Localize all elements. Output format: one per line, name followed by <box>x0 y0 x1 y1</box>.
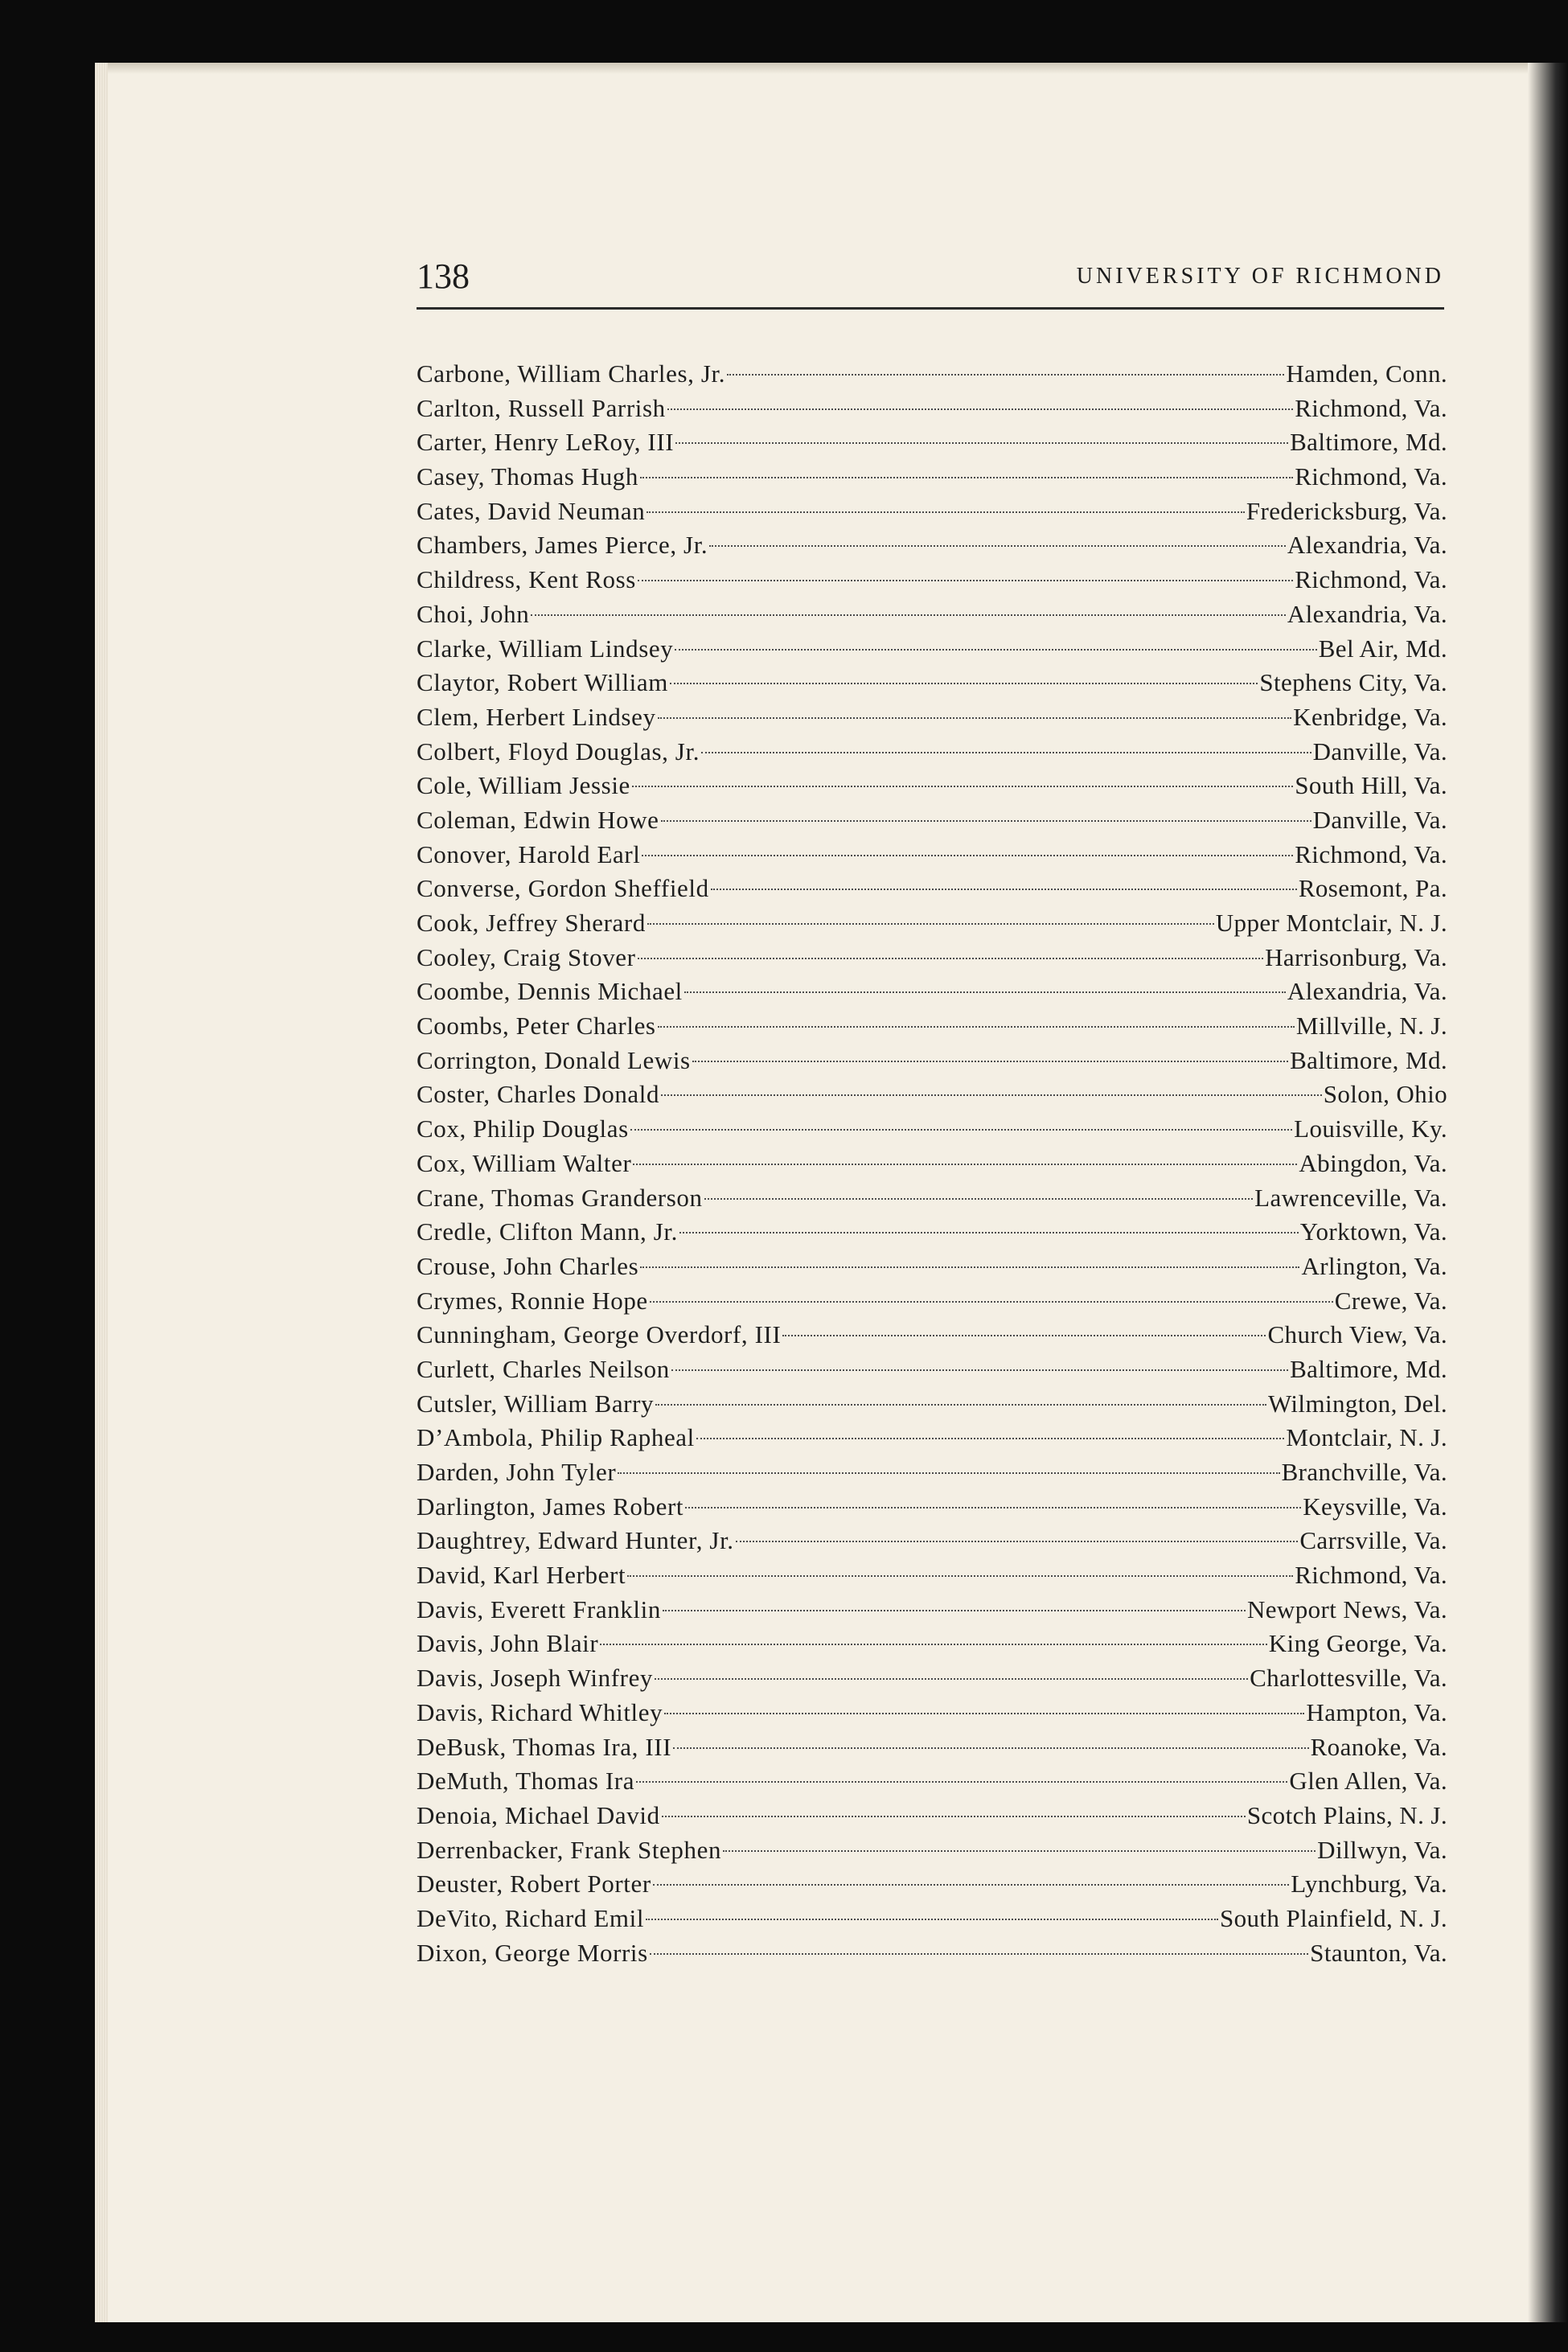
entry-place: Scotch Plains, N. J. <box>1246 1800 1447 1829</box>
list-item <box>417 1524 1447 1558</box>
entry-name: Curlett, Charles Neilson <box>417 1354 670 1383</box>
list-item <box>417 1833 1447 1868</box>
entry-name: Casey, Thomas Hugh <box>417 462 638 491</box>
list-item <box>417 1936 1447 1971</box>
entry-name: Coombe, Dennis Michael <box>417 977 683 1006</box>
dot-leader <box>627 1575 1293 1577</box>
list-item <box>417 1661 1447 1696</box>
dot-leader <box>646 511 1245 513</box>
entry-place: Alexandria, Va. <box>1287 599 1447 628</box>
entry-place: Danville, Va. <box>1312 737 1447 766</box>
entry-place: Crewe, Va. <box>1334 1286 1447 1315</box>
dot-leader <box>650 1953 1308 1955</box>
entry-place: Richmond, Va. <box>1295 839 1447 868</box>
list-item <box>417 357 1447 392</box>
list-item <box>417 392 1447 426</box>
entry-name: Daughtrey, Edward Hunter, Jr. <box>417 1526 734 1555</box>
list-item <box>417 1077 1447 1112</box>
entry-place: South Hill, Va. <box>1295 771 1447 800</box>
list-item <box>417 1318 1447 1353</box>
entry-name: Deuster, Robert Porter <box>417 1870 651 1898</box>
entry-name: Derrenbacker, Frank Stephen <box>417 1835 722 1864</box>
entry-place: Millville, N. J. <box>1295 1012 1447 1041</box>
list-item <box>417 1112 1447 1147</box>
entry-place: Upper Montclair, N. J. <box>1215 909 1447 937</box>
entry-name: Dixon, George Morris <box>417 1938 648 1967</box>
dot-leader <box>638 580 1293 581</box>
list-item <box>417 1696 1447 1730</box>
list-item <box>417 769 1447 803</box>
entry-name: Davis, John Blair <box>417 1629 599 1658</box>
list-item <box>417 1490 1447 1525</box>
entry-name: Darden, John Tyler <box>417 1458 617 1486</box>
entry-place: Richmond, Va. <box>1295 565 1447 594</box>
list-item <box>417 1867 1447 1902</box>
entry-name: Cooley, Craig Stover <box>417 942 636 971</box>
entry-name: DeVito, Richard Emil <box>417 1903 645 1932</box>
list-item <box>417 1593 1447 1628</box>
list-item <box>417 495 1447 529</box>
entry-place: Richmond, Va. <box>1295 462 1447 491</box>
entry-place: Lynchburg, Va. <box>1291 1870 1447 1898</box>
entry-name: Denoia, Michael David <box>417 1800 660 1829</box>
dot-leader <box>667 408 1293 410</box>
dot-leader <box>658 1026 1295 1028</box>
list-item <box>417 735 1447 770</box>
entry-place: Louisville, Ky. <box>1294 1114 1447 1143</box>
entry-place: Harrisonburg, Va. <box>1265 942 1447 971</box>
entry-place: Abingdon, Va. <box>1299 1148 1447 1177</box>
entry-place: King George, Va. <box>1268 1629 1447 1658</box>
list-item <box>417 1353 1447 1387</box>
header-rule <box>417 307 1444 310</box>
dot-leader <box>723 1850 1316 1852</box>
list-item <box>417 1147 1447 1181</box>
list-item <box>417 563 1447 597</box>
dot-leader <box>711 889 1297 890</box>
entry-place: Alexandria, Va. <box>1287 531 1447 560</box>
entry-name: Crane, Thomas Granderson <box>417 1183 703 1212</box>
entry-name: Conover, Harold Earl <box>417 839 641 868</box>
running-head: UNIVERSITY OF RICHMOND <box>1076 264 1444 289</box>
page-number: 138 <box>417 257 470 296</box>
entry-place: Keysville, Va. <box>1303 1492 1447 1521</box>
entry-name: Crymes, Ronnie Hope <box>417 1286 648 1315</box>
entry-name: DeMuth, Thomas Ira <box>417 1767 635 1796</box>
dot-leader <box>679 1232 1299 1233</box>
entry-name: Claytor, Robert William <box>417 668 668 697</box>
entry-name: Choi, John <box>417 599 530 628</box>
dot-leader <box>709 545 1286 547</box>
list-item <box>417 1730 1447 1765</box>
entry-place: Charlottesville, Va. <box>1250 1664 1447 1693</box>
dot-leader <box>638 958 1263 959</box>
page-top-edge <box>95 63 1568 74</box>
list-item <box>417 1009 1447 1044</box>
entry-place: Lawrenceville, Va. <box>1254 1183 1447 1212</box>
dot-leader <box>618 1472 1279 1474</box>
entry-place: Carrsville, Va. <box>1299 1526 1447 1555</box>
entry-name: David, Karl Herbert <box>417 1561 626 1590</box>
list-item <box>417 975 1447 1009</box>
entry-place: Baltimore, Md. <box>1290 1354 1447 1383</box>
list-item <box>417 803 1447 838</box>
dot-leader <box>630 1129 1292 1131</box>
list-item <box>417 1627 1447 1661</box>
list-item <box>417 1764 1447 1799</box>
dot-leader <box>658 717 1292 719</box>
list-item <box>417 872 1447 906</box>
dot-leader <box>653 1884 1290 1886</box>
dot-leader <box>600 1644 1266 1645</box>
list-item <box>417 1250 1447 1284</box>
entry-place: Danville, Va. <box>1312 805 1447 834</box>
list-item <box>417 1284 1447 1319</box>
book-gutter <box>1528 63 1568 2322</box>
dot-leader <box>531 614 1286 616</box>
entry-place: Dillwyn, Va. <box>1317 1835 1447 1864</box>
list-item <box>417 528 1447 563</box>
dot-leader <box>671 1369 1288 1371</box>
entry-name: Davis, Everett Franklin <box>417 1595 661 1623</box>
list-item <box>417 460 1447 495</box>
list-item <box>417 700 1447 735</box>
entry-place: Fredericksburg, Va. <box>1246 496 1447 525</box>
list-item <box>417 941 1447 975</box>
entry-place: Newport News, Va. <box>1246 1595 1447 1623</box>
list-item <box>417 666 1447 700</box>
dot-leader <box>636 1781 1287 1783</box>
dot-leader <box>661 1094 1322 1096</box>
entry-place: Branchville, Va. <box>1281 1458 1447 1486</box>
entry-name: Clem, Herbert Lindsey <box>417 702 656 731</box>
dot-leader <box>675 649 1316 651</box>
dot-leader <box>782 1335 1266 1336</box>
entry-name: Carbone, William Charles, Jr. <box>417 359 726 388</box>
dot-leader <box>670 683 1258 684</box>
entry-name: Carlton, Russell Parrish <box>417 393 666 422</box>
dot-leader <box>663 1610 1246 1611</box>
entry-name: Cox, William Walter <box>417 1148 632 1177</box>
entry-name: Colbert, Floyd Douglas, Jr. <box>417 737 700 766</box>
list-item <box>417 597 1447 632</box>
page-stack-edge <box>95 63 108 2322</box>
entry-place: Richmond, Va. <box>1295 1561 1447 1590</box>
dot-leader <box>640 1266 1299 1268</box>
entry-name: Chambers, James Pierce, Jr. <box>417 531 708 560</box>
entry-place: Solon, Ohio <box>1323 1080 1447 1109</box>
entry-place: Baltimore, Md. <box>1290 1045 1447 1074</box>
dot-leader <box>727 374 1284 376</box>
entry-place: Bel Air, Md. <box>1318 634 1447 663</box>
dot-leader <box>696 1438 1285 1439</box>
entry-name: D’Ambola, Philip Rapheal <box>417 1423 695 1452</box>
dot-leader <box>662 1816 1246 1817</box>
entry-name: Coombs, Peter Charles <box>417 1012 656 1041</box>
dot-leader <box>655 1678 1248 1680</box>
dot-leader <box>632 786 1293 787</box>
entry-name: Clarke, William Lindsey <box>417 634 674 663</box>
entry-name: Cunningham, George Overdorf, III <box>417 1320 782 1349</box>
entry-place: Kenbridge, Va. <box>1293 702 1447 731</box>
entry-place: Wilmington, Del. <box>1268 1389 1447 1418</box>
entry-place: Yorktown, Va. <box>1299 1217 1447 1246</box>
entry-name: Coleman, Edwin Howe <box>417 805 659 834</box>
dot-leader <box>633 1164 1297 1165</box>
entry-name: Crouse, John Charles <box>417 1251 639 1280</box>
dot-leader <box>692 1061 1288 1062</box>
list-item <box>417 906 1447 941</box>
entry-name: Childress, Kent Ross <box>417 565 636 594</box>
directory-list <box>417 357 1447 1970</box>
entry-place: Alexandria, Va. <box>1287 977 1447 1006</box>
list-item <box>417 1181 1447 1216</box>
dot-leader <box>640 477 1293 478</box>
dot-leader <box>650 1301 1333 1303</box>
dot-leader <box>661 820 1311 822</box>
entry-name: Corrington, Donald Lewis <box>417 1045 691 1074</box>
entry-name: Converse, Gordon Sheffield <box>417 874 709 903</box>
entry-name: Cox, Philip Douglas <box>417 1114 629 1143</box>
dot-leader <box>736 1541 1299 1542</box>
dot-leader <box>655 1404 1266 1406</box>
entry-place: Church View, Va. <box>1267 1320 1447 1349</box>
dot-leader <box>664 1713 1304 1714</box>
dot-leader <box>647 923 1214 925</box>
entry-place: Glen Allen, Va. <box>1289 1767 1447 1796</box>
dot-leader <box>684 991 1286 993</box>
entry-name: Darlington, James Robert <box>417 1492 684 1521</box>
dot-leader <box>685 1507 1301 1508</box>
list-item <box>417 838 1447 872</box>
dot-leader <box>646 1919 1218 1920</box>
list-item <box>417 1387 1447 1422</box>
entry-place: Stephens City, Va. <box>1259 668 1447 697</box>
entry-name: Davis, Richard Whitley <box>417 1697 663 1726</box>
dot-leader <box>642 855 1293 856</box>
entry-place: Richmond, Va. <box>1295 393 1447 422</box>
entry-place: Rosemont, Pa. <box>1298 874 1447 903</box>
entry-name: Carter, Henry LeRoy, III <box>417 428 675 457</box>
entry-place: Montclair, N. J. <box>1286 1423 1447 1452</box>
dot-leader <box>701 752 1311 753</box>
dot-leader <box>704 1198 1254 1200</box>
entry-place: Hampton, Va. <box>1306 1697 1447 1726</box>
list-item <box>417 1902 1447 1936</box>
list-item <box>417 1558 1447 1593</box>
list-item <box>417 1455 1447 1490</box>
entry-place: Hamden, Conn. <box>1286 359 1447 388</box>
list-item <box>417 425 1447 460</box>
dot-leader <box>673 1747 1308 1749</box>
list-item <box>417 1044 1447 1078</box>
list-item <box>417 1215 1447 1250</box>
entry-place: Baltimore, Md. <box>1290 428 1447 457</box>
entry-place: South Plainfield, N. J. <box>1219 1903 1447 1932</box>
entry-name: Coster, Charles Donald <box>417 1080 660 1109</box>
dot-leader <box>675 442 1288 444</box>
entry-name: Credle, Clifton Mann, Jr. <box>417 1217 678 1246</box>
entry-name: Cook, Jeffrey Sherard <box>417 909 646 937</box>
entry-name: Cutsler, William Barry <box>417 1389 655 1418</box>
entry-place: Staunton, Va. <box>1310 1938 1447 1967</box>
entry-name: Cates, David Neuman <box>417 496 646 525</box>
entry-name: Cole, William Jessie <box>417 771 630 800</box>
entry-place: Arlington, Va. <box>1301 1251 1447 1280</box>
list-item <box>417 632 1447 667</box>
entry-place: Roanoke, Va. <box>1310 1732 1447 1761</box>
entry-name: Davis, Joseph Winfrey <box>417 1664 654 1693</box>
list-item <box>417 1421 1447 1455</box>
entry-name: DeBusk, Thomas Ira, III <box>417 1732 672 1761</box>
list-item <box>417 1799 1447 1833</box>
